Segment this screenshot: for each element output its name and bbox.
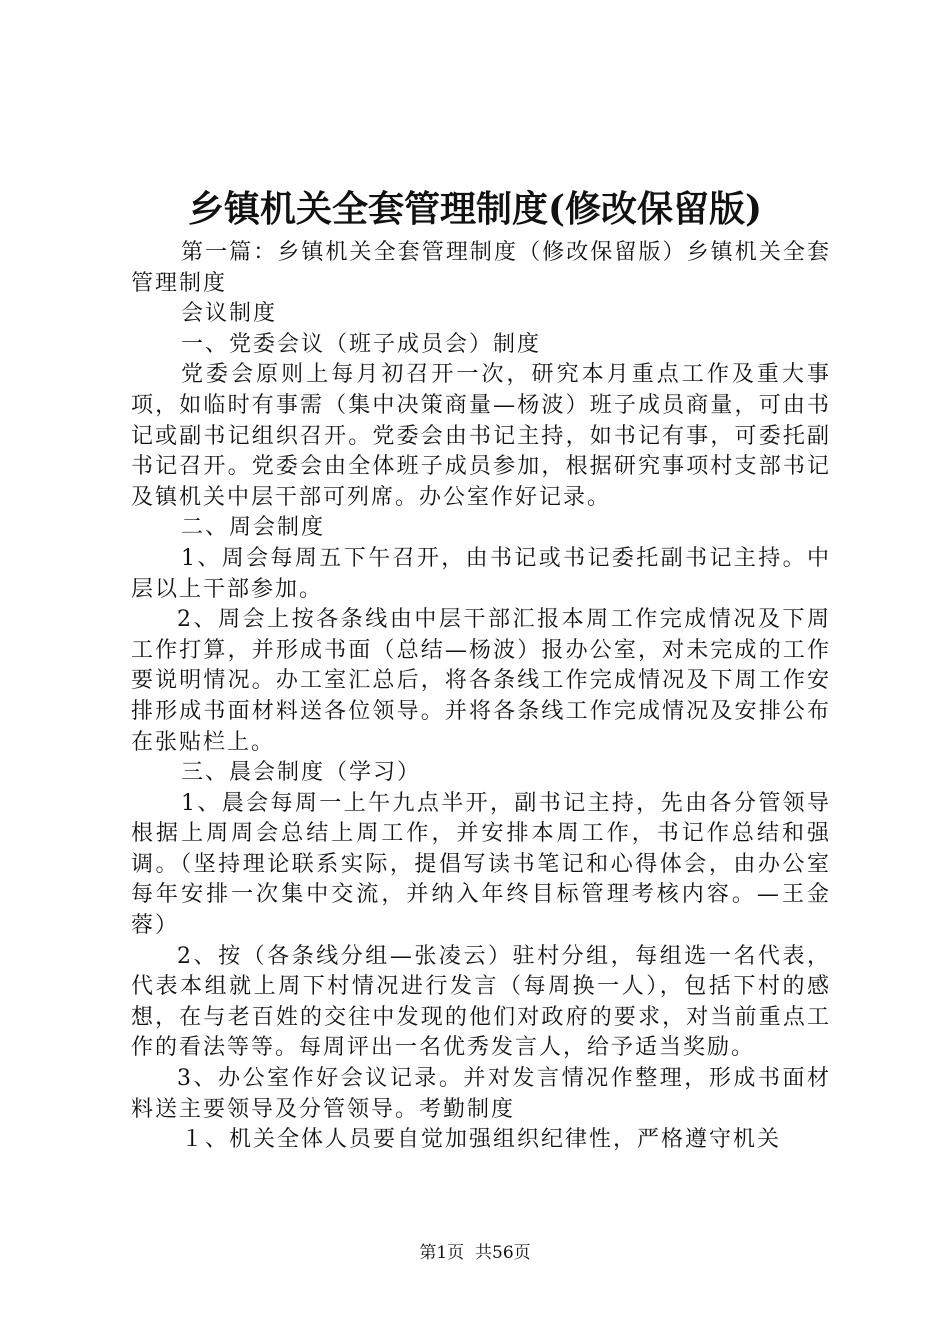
section-heading-meeting: 会议制度: [181, 301, 278, 327]
document-body: [131, 238, 831, 1156]
page-number: 第1页: [419, 1243, 465, 1263]
paragraph-intro: 第一篇：乡镇机关全套管理制度（修改保留版）乡镇机关全套管理制度: [131, 240, 831, 296]
paragraph-morning-2: 2、按（各条线分组—张凌云）驻村分组，每组选一名代表，代表本组就上周下村情况进行发言（每周换一人），包括下村的感想，在与老百姓的交往中发现的他们对政府的要求，对当前重点工作的看法等等。每周评出一名优秀发言人，给予适当奖励。: [131, 943, 831, 1061]
paragraph-weekly-1: 1、周会每周五下午召开，由书记或书记委托副书记主持。中层以上干部参加。: [131, 545, 831, 602]
page-footer: [0, 1241, 950, 1265]
paragraph-morning-3: 3、办公室作好会议记录。并对发言情况作整理，形成书面材料送主要领导及分管领导。考勤制度: [131, 1066, 831, 1122]
document-title: 乡镇机关全套管理制度(修改保留版): [187, 188, 763, 230]
section-heading-morning: 三、晨会制度（学习）: [181, 760, 422, 786]
paragraph-morning-1: 1、晨会每周一上午九点半开，副书记主持，先由各分管领导根据上周周会总结上周工作，并安排本周工作，书记作总结和强调。（坚持理论联系实际，提倡写读书笔记和心得体会，由办公室每年安排一次集中交流，并纳入年终目标管理考核内容。—王金蓉）: [131, 790, 831, 939]
section-heading-weekly: 二、周会制度: [181, 515, 326, 541]
paragraph-weekly-2: 2、周会上按各条线由中层干部汇报本周工作完成情况及下周工作打算，并形成书面（总结—杨波）报办公室，对未完成的工作要说明情况。办工室汇总后，将各条线工作完成情况及下周工作安排形成书面材料送各位领导。并将各条线工作完成情况及安排公布在张贴栏上。: [131, 607, 831, 755]
paragraph-party-committee: 党委会原则上每月初召开一次，研究本月重点工作及重大事项，如临时有事需（集中决策商量—杨波）班子成员商量，可由书记或副书记组织召开。党委会由书记主持，如书记有事，可委托副书记召开。党委会由全体班子成员参加，根据研究事项村支部书记及镇机关中层干部可列席。办公室作好记录。: [131, 362, 831, 510]
paragraph-attendance-1: １、机关全体人员要自觉加强组织纪律性，严格遵守机关: [181, 1127, 782, 1153]
section-heading-party-committee: 一、党委会议（班子成员会）制度: [181, 331, 542, 357]
page-total: 共56页: [475, 1243, 531, 1263]
